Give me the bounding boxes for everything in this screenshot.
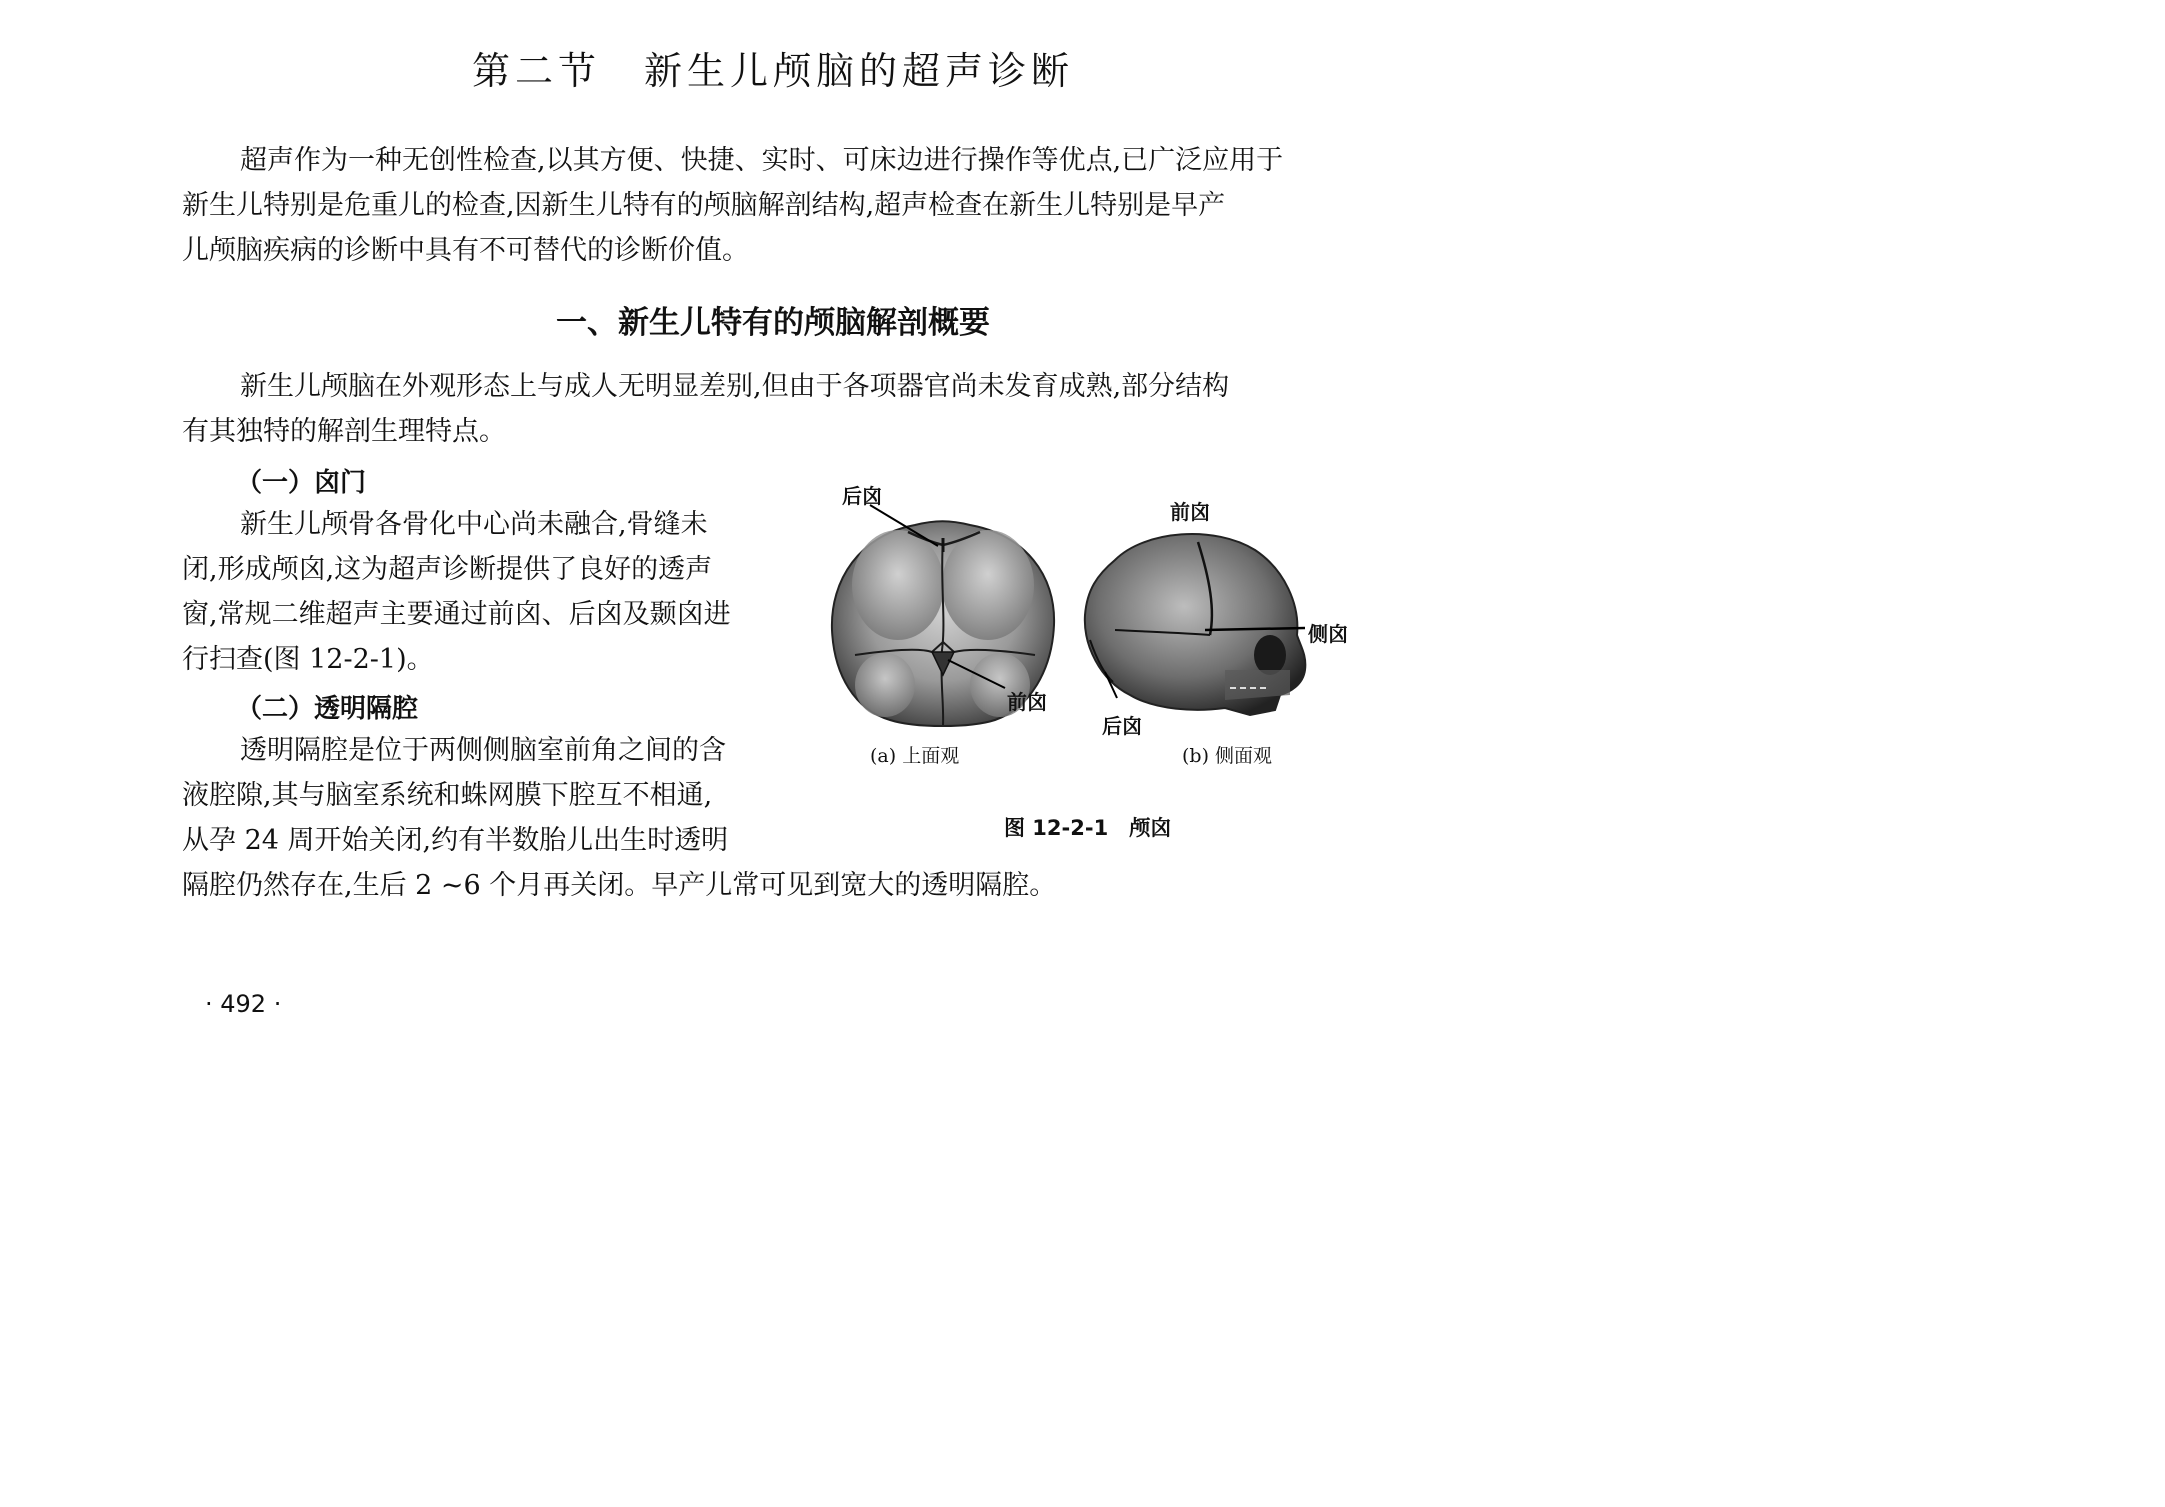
intro-line: 新生儿特别是危重儿的检查,因新生儿特有的颅脑解剖结构,超声检查在新生儿特别是早产 [182, 190, 1226, 221]
label-lateral-fontanelle-b: 侧囟 [1308, 622, 1348, 646]
subsection-heading-septum: （二）透明隔腔 [236, 694, 419, 724]
fontanelle-line: 窗,常规二维超声主要通过前囟、后囟及颞囟进 [182, 599, 731, 630]
figure-a-caption: (a) 上面观 [870, 745, 960, 767]
fontanelle-paragraph [182, 502, 802, 682]
section-heading: 一、新生儿特有的颅脑解剖概要 [556, 305, 990, 341]
fontanelle-line: 行扫查(图 12-2-1)。 [182, 644, 434, 675]
intro-line: 儿颅脑疾病的诊断中具有不可替代的诊断价值。 [182, 235, 749, 266]
septum-line: 透明隔腔是位于两侧侧脑室前角之间的含 [240, 735, 726, 766]
section1-line: 新生儿颅脑在外观形态上与成人无明显差别,但由于各项器官尚未发育成熟,部分结构 [240, 371, 1230, 402]
page-number: · 492 · [205, 990, 282, 1018]
septum-line: 液腔隙,其与脑室系统和蛛网膜下腔互不相通, [182, 780, 713, 811]
septum-line: 从孕 24 周开始关闭,约有半数胎儿出生时透明 [182, 825, 729, 856]
skull-side-view-illustration [1075, 520, 1315, 735]
subsection-heading-fontanelle: （一）囟门 [236, 468, 367, 498]
fontanelle-line: 新生儿颅骨各骨化中心尚未融合,骨缝未 [240, 509, 708, 540]
fontanelle-line: 闭,形成颅囟,这为超声诊断提供了良好的透声 [182, 554, 713, 585]
label-posterior-fontanelle-b: 后囟 [1102, 714, 1142, 738]
section1-paragraph [182, 364, 1388, 454]
skull-top-view-illustration [820, 470, 1070, 770]
figure-b-caption: (b) 侧面观 [1182, 745, 1273, 767]
label-posterior-fontanelle-a: 后囟 [842, 484, 882, 508]
intro-paragraph [182, 138, 1388, 273]
page-title: 第二节 新生儿颅脑的超声诊断 [471, 49, 1074, 93]
label-anterior-fontanelle-a: 前囟 [1007, 690, 1047, 714]
label-anterior-fontanelle-b: 前囟 [1170, 500, 1210, 524]
section1-line: 有其独特的解剖生理特点。 [182, 416, 506, 447]
intro-line: 超声作为一种无创性检查,以其方便、快捷、实时、可床边进行操作等优点,已广泛应用于 [240, 145, 1284, 176]
figure-caption: 图 12-2-1 颅囟 [1004, 816, 1172, 840]
septum-line: 隔腔仍然存在,生后 2 ~6 个月再关闭。早产儿常可见到宽大的透明隔腔。 [182, 870, 1057, 901]
